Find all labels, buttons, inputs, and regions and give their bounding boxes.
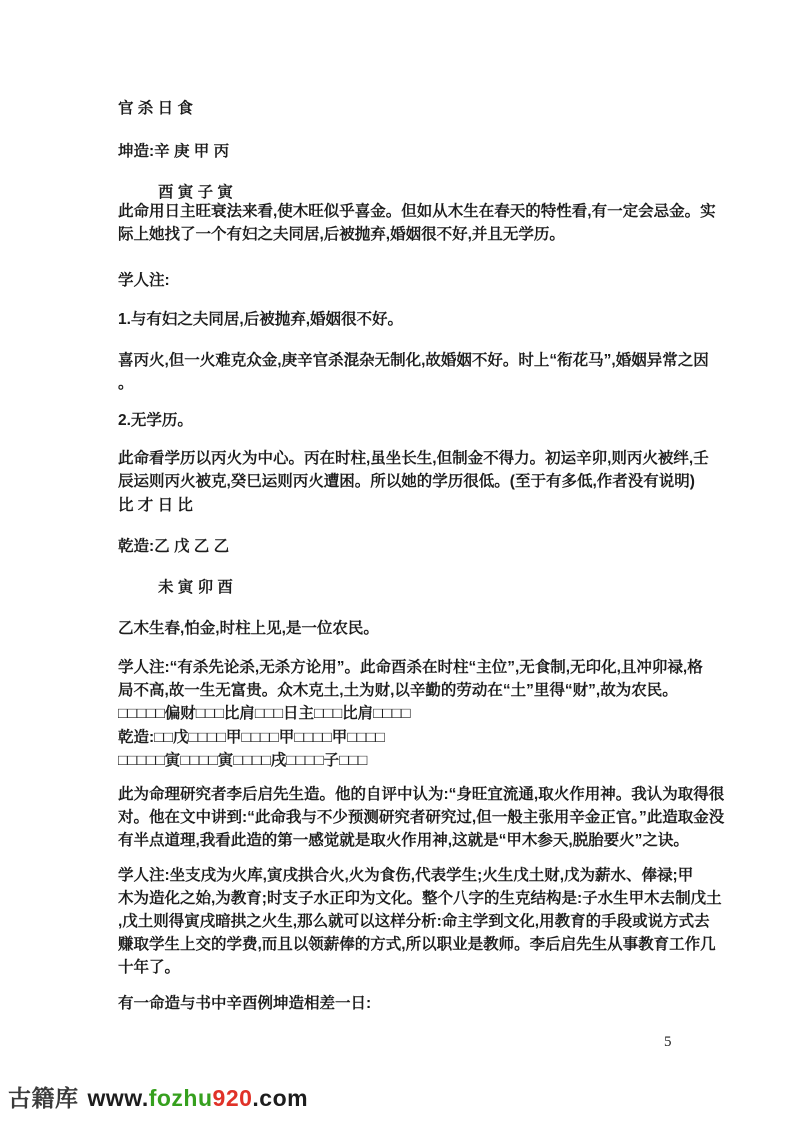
text-line: 乾造:□□戊□□□□甲□□□□甲□□□□甲□□□□ — [118, 729, 385, 746]
text-line: 此命看学历以丙火为中心。丙在时柱,虽坐长生,但制金不得力。初运辛卯,则丙火被绊,壬 — [118, 450, 709, 467]
text-line: 乾造:乙 戊 乙 乙 — [118, 538, 230, 555]
watermark-url-number: 920 — [212, 1085, 253, 1111]
qianzao-stems-row — [118, 535, 684, 558]
text-line: 比 才 日 比 — [118, 497, 193, 514]
text-line: 局不高,故一生无富贵。众木克土,土为财,以辛勤的劳动在“土”里得“财”,故为农民。 — [118, 682, 678, 699]
text-line: ,戊土则得寅戌暗拱之火生,那么就可以这样分析:命主学到文化,用教育的手段或说方式去 — [118, 913, 710, 930]
text-line: □□□□□寅□□□□寅□□□□戌□□□□子□□□ — [118, 752, 368, 769]
note-item-2 — [118, 409, 684, 432]
bazi-chart-branches-row — [118, 749, 684, 772]
text-line: □□□□□偏财□□□比肩□□□日主□□□比肩□□□□ — [118, 705, 411, 722]
watermark-url-fozhu: fozhu — [148, 1085, 213, 1111]
text-line: 木为造化之始,为教育;时支子水正印为文化。整个八字的生克结构是:子水生甲木去制戊土 — [118, 890, 722, 907]
paragraph-lihouqi — [118, 783, 725, 852]
paragraph-life-analysis — [118, 200, 716, 246]
text-line: 学人注:“有杀先论杀,无杀方论用”。此命酉杀在时柱“主位”,无食制,无印化,且冲卯禄,格 — [118, 659, 703, 676]
scholar-note-heading — [118, 269, 684, 292]
text-line: 1.与有妇之夫同居,后被抛弃,婚姻很不好。 — [118, 311, 404, 328]
bazi-chart-gods-row — [118, 702, 684, 725]
note-item-2-detail — [118, 447, 709, 493]
scholar-note-farmer — [118, 656, 703, 702]
note-item-1-detail — [118, 349, 709, 395]
text-line: 此为命理研究者李后启先生造。他的自评中认为:“身旺宜流通,取火作用神。我认为取得很 — [118, 786, 725, 803]
watermark — [8, 1080, 308, 1113]
text-line: 赚取学生上交的学费,而且以领薪俸的方式,所以职业是教师。李后启先生从事教育工作几 — [118, 936, 716, 953]
bazi-gods-row-2 — [118, 494, 684, 517]
note-item-1 — [118, 308, 684, 331]
scholar-note-teacher — [118, 864, 722, 979]
text-line: 酉 寅 子 寅 — [158, 184, 233, 201]
text-line: 有半点道理,我看此造的第一感觉就是取火作用神,这就是“甲木参天,脱胎要火”之诀。 — [118, 832, 689, 849]
paragraph-farmer-analysis — [118, 617, 684, 640]
page-number: 5 — [664, 1034, 672, 1050]
text-line: 此命用日主旺衰法来看,使木旺似乎喜金。但如从木生在春天的特性看,有一定会忌金。实 — [118, 203, 716, 220]
text-line: 未 寅 卯 酉 — [158, 579, 233, 596]
text-line: 际上她找了一个有妇之夫同居,后被抛弃,婚姻很不好,并且无学历。 — [118, 226, 565, 243]
text-line: 十年了。 — [118, 959, 181, 976]
bazi-chart-stems-row — [118, 726, 684, 749]
text-line: 对。他在文中讲到:“此命我与不少预测研究者研究过,但一般主张用辛金正官。”此造取金没 — [118, 809, 725, 826]
watermark-url-tld: .com — [252, 1085, 309, 1111]
bazi-gods-row-1 — [118, 97, 684, 120]
text-line: 学人注: — [118, 272, 170, 289]
text-line: 2.无学历。 — [118, 412, 193, 429]
text-line: 有一命造与书中辛酉例坤造相差一日: — [118, 995, 372, 1012]
text-line: 。 — [118, 375, 134, 392]
watermark-url-www: www. — [87, 1085, 149, 1111]
text-line: 辰运则丙火被克,癸巳运则丙火遭困。所以她的学历很低。(至于有多低,作者没有说明) — [118, 473, 695, 490]
text-line: 喜丙火,但一火难克众金,庚辛官杀混杂无制化,故婚姻不好。时上“衔花马”,婚姻异常之因 — [118, 352, 709, 369]
text-line: 官 杀 日 食 — [118, 100, 193, 117]
text-line: 学人注:坐支戌为火库,寅戌拱合火,火为食伤,代表学生;火生戊土财,戊为薪水、俸禄;甲 — [118, 867, 694, 884]
qianzao-branches-row — [118, 576, 724, 599]
text-line: 坤造:辛 庚 甲 丙 — [118, 143, 230, 160]
kunzao-stems-row — [118, 140, 684, 163]
paragraph-closing — [118, 992, 684, 1015]
watermark-site-name: 古籍库 — [8, 1085, 79, 1111]
text-line: 乙木生春,怕金,时柱上见,是一位农民。 — [118, 620, 379, 637]
